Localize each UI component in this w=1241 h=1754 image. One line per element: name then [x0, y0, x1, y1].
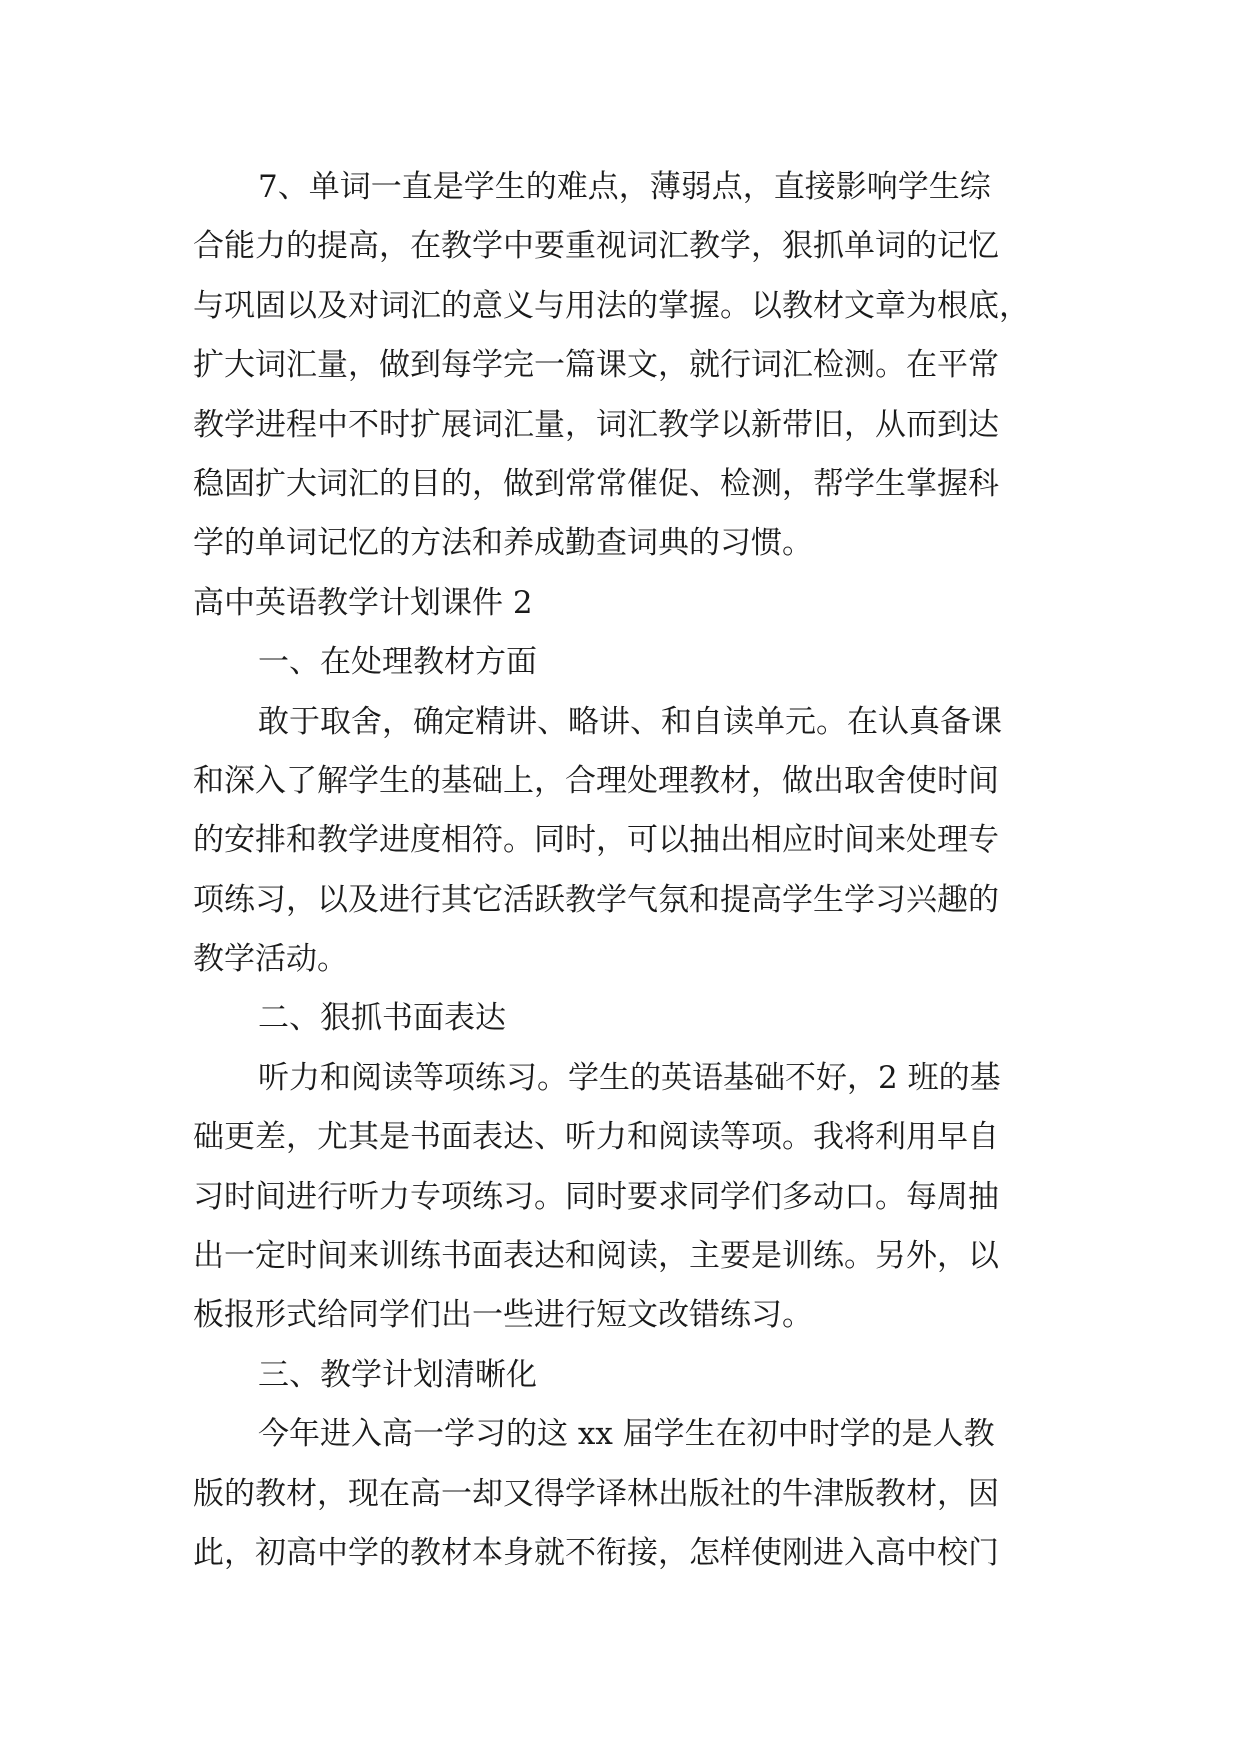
text-line: 出一定时间来训练书面表达和阅读，主要是训练。另外，以 — [193, 1238, 999, 1275]
text-line: 稳固扩大词汇的目的，做到常常催促、检测，帮学生掌握科 — [193, 465, 999, 502]
text-line: 与巩固以及对词汇的意义与用法的掌握。以教材文章为根底， — [193, 287, 1030, 324]
text-line: 学的单词记忆的方法和养成勤查词典的习惯。 — [193, 525, 813, 562]
text-line: 础更差，尤其是书面表达、听力和阅读等项。我将利用早自 — [193, 1119, 999, 1156]
text-line: 听力和阅读等项练习。学生的英语基础不好，2 班的基 — [258, 1059, 1001, 1096]
text-line: 敢于取舍，确定精讲、略讲、和自读单元。在认真备课 — [258, 703, 1002, 740]
text-line: 一、在处理教材方面 — [258, 644, 537, 681]
document-body — [193, 158, 1093, 1583]
text-line: 教学进程中不时扩展词汇量，词汇教学以新带旧，从而到达 — [193, 406, 999, 443]
text-line: 和深入了解学生的基础上，合理处理教材，做出取舍使时间 — [193, 762, 999, 799]
text-line: 板报形式给同学们出一些进行短文改错练习。 — [193, 1297, 813, 1334]
text-line: 版的教材，现在高一却又得学译林出版社的牛津版教材，因 — [193, 1475, 999, 1512]
text-line: 合能力的提高，在教学中要重视词汇教学，狠抓单词的记忆 — [193, 228, 999, 265]
text-line: 二、狠抓书面表达 — [258, 1000, 506, 1037]
text-line: 的安排和教学进度相符。同时，可以抽出相应时间来处理专 — [193, 822, 999, 859]
text-line: 项练习，以及进行其它活跃教学气氛和提高学生学习兴趣的 — [193, 881, 999, 918]
text-line: 教学活动。 — [193, 941, 348, 978]
text-line: 扩大词汇量，做到每学完一篇课文，就行词汇检测。在平常 — [193, 347, 999, 384]
text-line: 三、教学计划清晰化 — [258, 1356, 537, 1393]
text-line: 习时间进行听力专项练习。同时要求同学们多动口。每周抽 — [193, 1178, 999, 1215]
text-line: 今年进入高一学习的这 xx 届学生在初中时学的是人教 — [258, 1416, 995, 1453]
text-line: 高中英语教学计划课件 2 — [193, 584, 533, 621]
text-line: 此，初高中学的教材本身就不衔接，怎样使刚进入高中校门 — [193, 1534, 999, 1571]
text-line: 7、单词一直是学生的难点，薄弱点，直接影响学生综 — [258, 169, 991, 205]
